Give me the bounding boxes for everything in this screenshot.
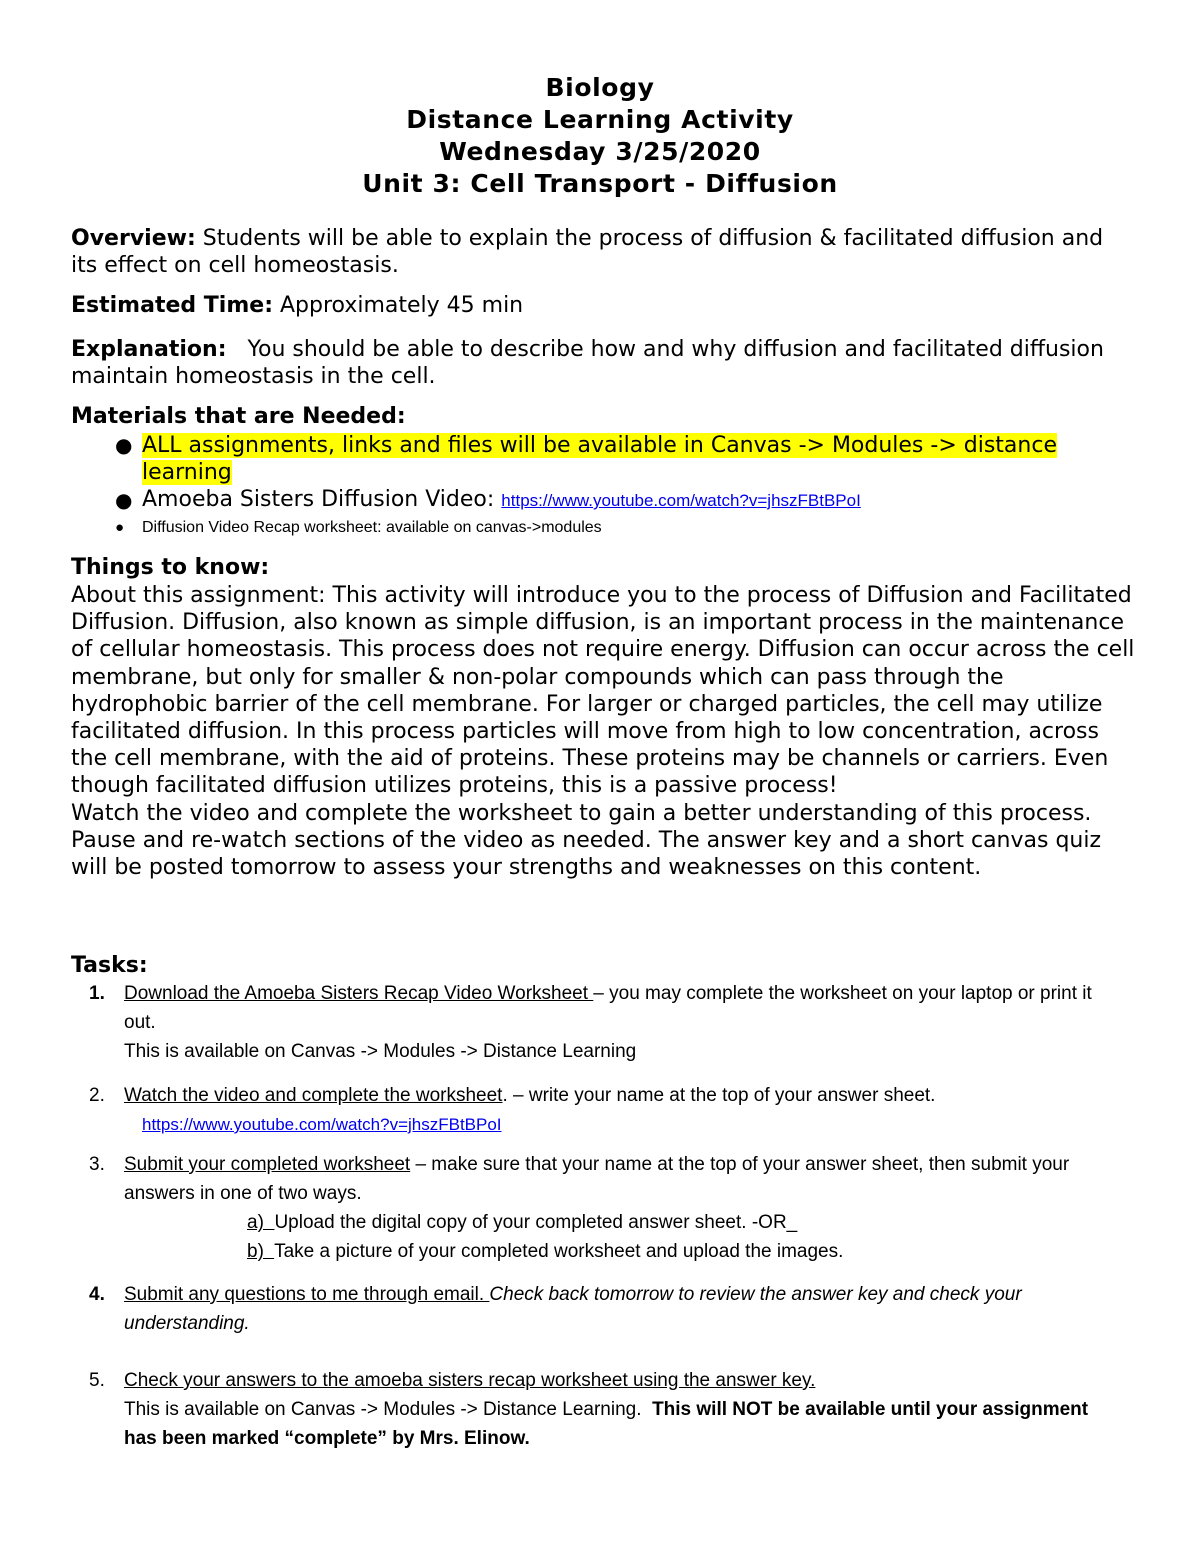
- task-number: 2.: [89, 1085, 105, 1106]
- task-title: Submit any questions to me through email.: [124, 1284, 490, 1305]
- overview-text: Students will be able to explain the process of diffusion & facilitated diffusion and its effect on cell homeostasis.: [71, 226, 1104, 278]
- things-to-know-body: [71, 582, 1136, 881]
- overview-label: Overview:: [71, 226, 196, 251]
- task-text: . – write your name at the top of your answer sheet.: [502, 1085, 936, 1106]
- tasks-heading: Tasks:: [71, 953, 148, 978]
- title-date: Wednesday 3/25/2020: [439, 137, 761, 166]
- task-video-link[interactable]: https://www.youtube.com/watch?v=jhszFBtBPoI: [142, 1115, 502, 1134]
- materials-item-video: Amoeba Sisters Diffusion Video:: [142, 487, 502, 512]
- things-to-know-heading: Things to know:: [71, 555, 270, 580]
- task-content: [124, 1081, 1124, 1139]
- task-content: [124, 1150, 1124, 1266]
- bullet-icon: ●: [115, 488, 133, 512]
- task-number: 5.: [89, 1370, 105, 1391]
- option-a-label: a): [247, 1212, 275, 1233]
- task-number: 3.: [89, 1154, 105, 1175]
- list-item: [71, 432, 1131, 486]
- bullet-icon: ●: [115, 433, 133, 457]
- video-link[interactable]: https://www.youtube.com/watch?v=jhszFBtBPoI: [501, 491, 861, 510]
- task-content: [124, 1280, 1124, 1338]
- option-b-label: b): [247, 1241, 275, 1262]
- task-text: Check back tomorrow to review the answer key and check your understanding.: [124, 1284, 1022, 1334]
- title-unit: Unit 3: Cell Transport - Diffusion: [362, 169, 838, 198]
- option-b: [124, 1237, 1124, 1266]
- task-content: [124, 1366, 1124, 1453]
- list-item: [71, 486, 1131, 515]
- task-title: Watch the video and complete the worksheet: [124, 1085, 503, 1106]
- task-text: – you may complete the worksheet on your laptop or print it out.: [124, 983, 1092, 1033]
- materials-item-worksheet: Diffusion Video Recap worksheet: available on canvas->modules: [142, 519, 602, 536]
- explanation-label: Explanation:: [71, 337, 227, 362]
- task-title: Check your answers to the amoeba sisters recap worksheet using the answer key.: [124, 1370, 816, 1391]
- title-subject: Biology: [545, 73, 655, 102]
- task-content: [124, 979, 1124, 1066]
- about-paragraph: About this assignment: This activity will introduce you to the process of Diffusion and Facilitated Diffusion. Diffusion, also known as simple diffusion, is an important process in the maintenance of cellular homeostasis. This process does not require energy. Diffusion can occur across the cell membrane, but only for smaller & non-polar compounds which can pass through the hydrophobic barrier of the cell membrane. For larger or charged particles, the cell may utilize facilitated diffusion. In this process particles will move from high to low concentration, across the cell membrane, with the aid of proteins. These proteins may be channels or carriers. Even though facilitated diffusion utilizes proteins, this is a passive process!: [71, 583, 1135, 799]
- option-a-text: Upload the digital copy of your completed answer sheet. -OR_: [274, 1212, 798, 1233]
- materials-list: [71, 432, 1131, 541]
- task-text: – make sure that your name at the top of your answer sheet, then submit your answers in one of two ways.: [124, 1154, 1070, 1204]
- overview-section: [71, 225, 1131, 279]
- option-b-text: Take a picture of your completed worksheet and upload the images.: [274, 1241, 844, 1262]
- task-location: This is available on Canvas -> Modules -> Distance Learning: [124, 1041, 637, 1062]
- watch-paragraph: Watch the video and complete the worksheet to gain a better understanding of this process. Pause and re-watch sections of the video as needed. The answer key and a short canvas quiz will be posted tomorrow to assess your strengths and weaknesses on this content.: [71, 800, 1102, 881]
- task-title: Download the Amoeba Sisters Recap Video Worksheet: [124, 983, 594, 1004]
- estimated-time-label: Estimated Time:: [71, 293, 273, 318]
- materials-heading: Materials that are Needed:: [71, 404, 406, 429]
- task-location: This is available on Canvas -> Modules -> Distance Learning.: [124, 1399, 653, 1420]
- estimated-time-text: Approximately 45 min: [273, 293, 524, 318]
- bullet-icon: ●: [115, 519, 125, 536]
- task-note: This will NOT be available until your assignment has been marked “complete” by Mrs. Elinow.: [124, 1399, 1089, 1449]
- task-number: 4.: [89, 1284, 105, 1305]
- option-a: [124, 1208, 1124, 1237]
- explanation-section: [71, 336, 1131, 390]
- document-title: [0, 72, 1200, 200]
- title-activity: Distance Learning Activity: [406, 105, 794, 134]
- list-item: [71, 515, 1131, 541]
- explanation-text: You should be able to describe how and why diffusion and facilitated diffusion maintain homeostasis in the cell.: [71, 337, 1111, 389]
- task-title: Submit your completed worksheet: [124, 1154, 411, 1175]
- estimated-time-section: [71, 292, 1131, 319]
- task-number: 1.: [89, 983, 105, 1004]
- materials-item-canvas: ALL assignments, links and files will be available in Canvas -> Modules -> distance learning: [142, 433, 1057, 485]
